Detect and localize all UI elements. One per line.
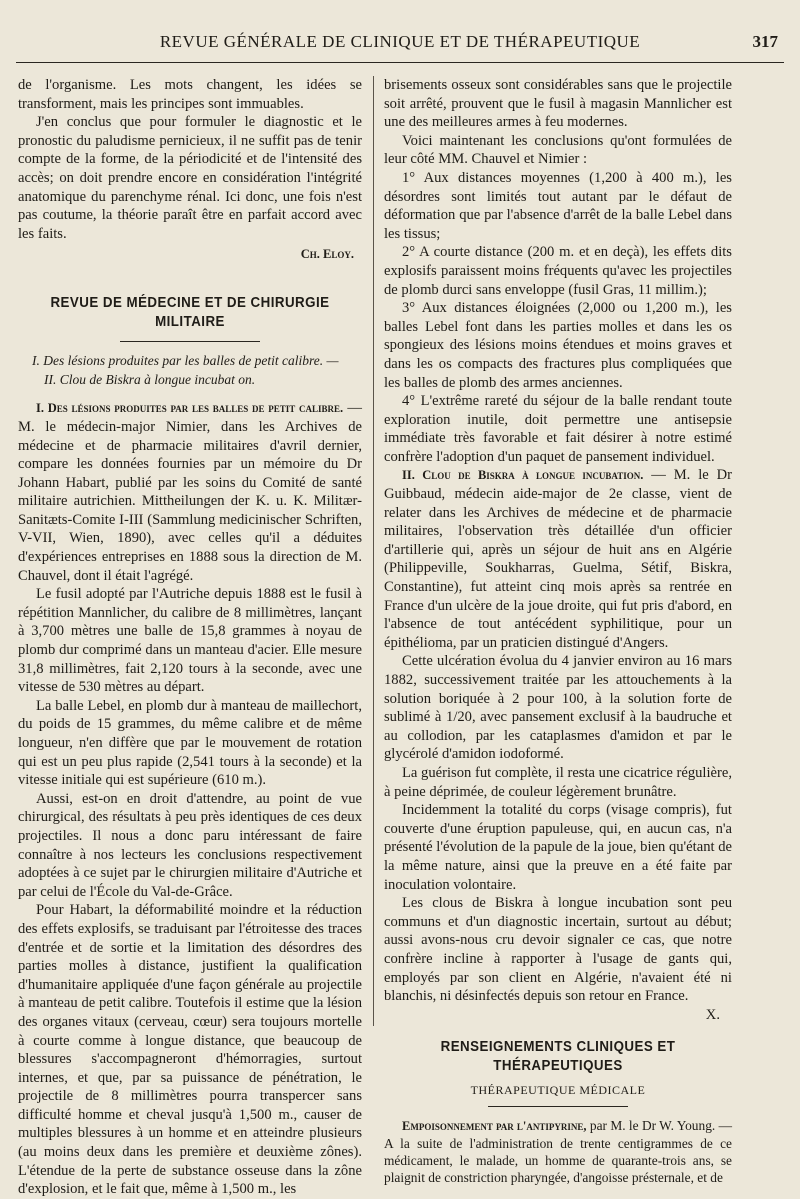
paragraph: Les clous de Biskra à longue incubation sont peu communs et d'un diagnostic incertain, surtout au début; aussi avons-nous cru devoir signaler ce cas, que notre confrère incline à rapporter à l'usage de gants qui, employés par son client en Algérie, n'avaient été ni blanchis, ni désinfectés depuis son retour en France. [384, 895, 732, 1005]
paragraph: J'en conclus que pour formuler le diagnostic et le pronostic du paludisme pernicieux, il ne suffit pas de tenir compte de la forme, de la périodicité et de l'intensité des accès; on doit prendre encore en considération l'intégrité anatomique du parenchyme rénal. Ici donc, une fois n'est pas coutume, la théorie paraît être en parfait accord avec les faits. [18, 114, 362, 242]
paragraph-text: — M. le médecin-major Nimier, dans les Archives de médecine et de pharmacie militaires d'avril dernier, compare les données fournies par un mémoire du Dr Johann Habart, publié par les soins du Comité de santé militaire autrichien. Mittheilungen der K. u. K. Militær-Sanitæts-Comite I-III (Sammlung medicinischer Schriften, V-VII, Wien, 1890), avec celles qu'il a déduites d'expériences entreprises en 1888 sous la direction de M. Chauvel, dont il était l'agrégé. [18, 400, 362, 584]
author-signature: Ch. Eloy. [300, 247, 354, 262]
paragraph: Le fusil adopté par l'Autriche depuis 1888 est le fusil à répétition Mannlicher, du calibre de 8 millimètres, lançant à 3,700 mètres une balle de 15,8 grammes à noyau de plomb dur comprimé dans un manteau d'acier. Elle mesure 31,8 millimètres, fait 2,120 tours à la seconde, avec une vitesse de 530 mètres au départ. [18, 586, 362, 696]
running-title: REVUE GÉNÉRALE DE CLINIQUE ET DE THÉRAPEUTIQUE [159, 32, 641, 51]
column-rule [373, 76, 374, 1026]
paragraph: Cette ulcération évolua du 4 janvier environ au 16 mars 1882, successivement traitée par les attouchements à la solution boriquée à 2 pour 100, à la solution forte de sublimé à 1/20, avec pansement exclusif à la baudruche et au collodion, par les cataplasmes d'amidon et par le glycérolé d'amidon iodoformé. [384, 653, 732, 763]
article-author: par M. le Dr W. Young. [586, 1118, 716, 1134]
paragraph: Voici maintenant les conclusions qu'ont formulées de leur côté MM. Chauvel et Nimier : [384, 132, 732, 168]
page-number: 317 [752, 32, 778, 51]
paragraph: Aussi, est-on en droit d'attendre, au point de vue chirurgical, des résultats à peu près identiques de ces deux projectiles. Il nous a donc paru intéressant de faire connaître à nos lecteurs les conclusions respectivement adoptées à ce sujet par le chirurgien militaire d'Autriche et par celui de l'École du Val-de-Grâce. [18, 790, 362, 900]
paragraph: 2° A courte distance (200 m. et en deçà), les effets dits explosifs paraissent moins fréquents qu'avec les projectiles de plomb durci sans enveloppe (fusil Gras, 11 millim.); [384, 244, 732, 298]
paragraph: 4° L'extrême rareté du séjour de la balle rendant toute exploration inutile, doit permettre une antisepsie immédiate très favorable et fait désirer à notre estimé confrère l'adoption d'un paquet de pansement individuel. [384, 393, 732, 465]
paragraph: brisements osseux sont considérables sans que le projectile soit arrêté, prouvent que le fusil à magasin Mannlicher est une des meilleures armes à feu modernes. [384, 77, 732, 131]
article-heading: I. Des lésions produites par les balles de petit calibre. [36, 401, 344, 416]
paragraph: Pour Habart, la déformabilité moindre et la réduction des effets explosifs, se traduisant par l'étroitesse des traces d'entrée et de sortie et la limitation des désordres des parties molles à distance, justifient la qualification d'humanitaire appliquée d'une façon générale au projectile à manteau de petit calibre. Toutefois il estime que la lésion des organes vitaux (cerveau, cœur) sera toujours mortelle à courte comme à longue distance, que beaucoup de blessures s'accompagneront d'hémorragies, surtout internes, et que, par sa puissance de pénétration, le projectile de 8 millimètres pourra transpercer sans difficulté homme et cheval jusqu'à 1,500 m., causer de multiples blessures à un homme et en atteindre plusieurs (au moins deux dans les première et deuxième zônes). L'étendue de la perte de substance osseuse dans la zône d'explosion, et le fait que, même à 1,500 m., les [18, 902, 362, 1198]
contents-item: I. Des lésions produites par les balles de petit calibre. — [32, 353, 339, 369]
left-column [18, 76, 362, 1199]
section-title: RENSEIGNEMENTS CLINIQUES ET THÉRAPEUTIQUES [440, 1039, 676, 1074]
section-divider [120, 341, 260, 342]
section-title: REVUE DE MÉDECINE ET DE CHIRURGIE MILITAIRE [50, 294, 330, 330]
paragraph [384, 1117, 732, 1186]
section-divider [488, 1106, 628, 1107]
section-subtitle: THÉRAPEUTIQUE MÉDICALE [470, 1083, 646, 1098]
paragraph [18, 399, 362, 585]
paragraph: 3° Aux distances éloignées (2,000 ou 1,200 m.), les balles Lebel font dans les parties molles et dans les os spongieux des lésions moins étendues et moins graves et dans les os compacts des fractures plus compliquées que les balles de plomb des armes anciennes. [384, 300, 732, 391]
page-header [16, 26, 784, 63]
section-contents [18, 352, 362, 389]
paragraph: 1° Aux distances moyennes (1,200 à 400 m.), les désordres sont limités tout autant par le défaut de déformation que par l'absence d'arrêt de la balle Lebel dans les tissus; [384, 169, 732, 242]
paragraph-text: — A la suite de l'administration de trente centigrammes de ce médicament, le malade, un homme de quarante-trois ans, se plaignit de constriction pharyngée, d'angoisse présternale, et de [384, 1118, 732, 1186]
paragraph [384, 466, 732, 652]
author-signature: X. [705, 1006, 720, 1023]
right-column [384, 76, 732, 1186]
paragraph: de l'organisme. Les mots changent, les idées se transforment, mais les principes sont immuables. [18, 77, 362, 112]
paragraph: La balle Lebel, en plomb dur à manteau de maillechort, du poids de 15 grammes, du même calibre et de même longueur, n'en diffère que par le mouvement de rotation qui est un peu plus rapide (2,541 tours à la seconde) et la vitesse initiale qui est supérieure (610 m.). [18, 697, 362, 789]
article-heading: II. Clou de Biskra à longue incubation. [402, 468, 644, 483]
paragraph: Incidemment la totalité du corps (visage compris), fut couverte d'une éruption papuleuse, qui, en aucun cas, n'a présenté l'évolution de la papule de la joue, bien qu'étant de la même nature, ainsi que la preuve en a été faite par inoculation volontaire. [384, 802, 732, 893]
contents-item: II. Clou de Biskra à longue incubat on. [44, 371, 256, 387]
paragraph: La guérison fut complète, il resta une cicatrice régulière, à peine déprimée, de couleur légèrement brunâtre. [384, 764, 732, 800]
paragraph-text: — M. le Dr Guibbaud, médecin aide-major de 2e classe, vient de relater dans les Archives de médecine et de pharmacie militaires, l'observation très détaillée d'un officier d'artillerie qui, après un séjour de huit ans en Algérie (Philippeville, Soukharras, Guelma, Sétif, Biskra, Constantine), fut atteint cinq mois après sa rentrée en France d'un ulcère de la joue droite, qui fut pris d'abord, en l'absence de tout antécédent syphilitique, pour un épithélioma, par un praticien distingué d'Angers. [384, 467, 733, 651]
article-heading: Empoisonnement par l'antipyrine, [402, 1119, 587, 1134]
